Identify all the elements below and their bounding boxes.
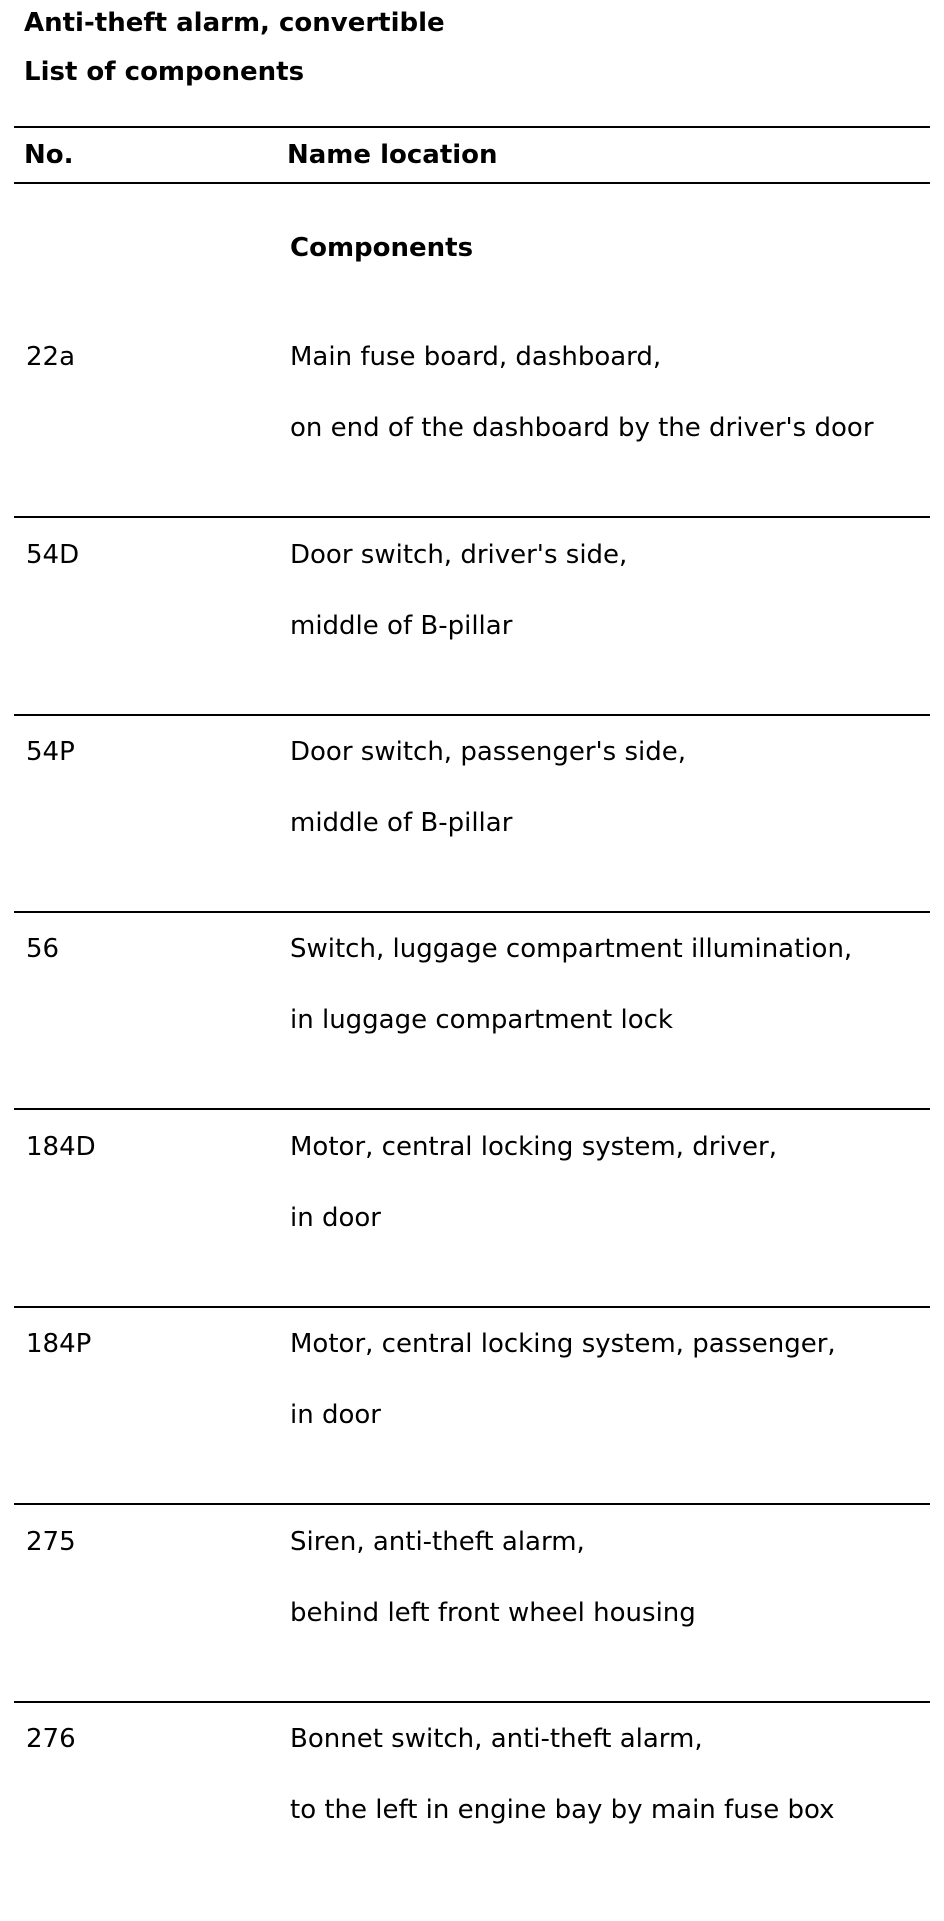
component-location: middle of B-pillar <box>290 611 513 641</box>
column-header-name-location: Name location <box>287 140 498 170</box>
table-row <box>0 1724 944 1921</box>
table-header-rule <box>14 182 930 184</box>
component-location: in door <box>290 1203 381 1233</box>
document-title: Anti-theft alarm, convertible <box>24 8 445 38</box>
row-divider <box>14 1306 930 1308</box>
component-name: Motor, central locking system, driver, <box>290 1132 777 1162</box>
column-header-no: No. <box>24 140 74 170</box>
component-location: behind left front wheel housing <box>290 1598 696 1628</box>
component-number: 54P <box>26 737 75 767</box>
component-number: 22a <box>26 342 76 372</box>
table-row <box>0 1329 944 1526</box>
component-location: in luggage compartment lock <box>290 1005 673 1035</box>
component-number: 275 <box>26 1527 76 1557</box>
component-name: Bonnet switch, anti-theft alarm, <box>290 1724 703 1754</box>
component-location: on end of the dashboard by the driver's door <box>290 413 874 443</box>
component-number: 184P <box>26 1329 92 1359</box>
component-name: Siren, anti-theft alarm, <box>290 1527 585 1557</box>
row-divider <box>14 516 930 518</box>
row-divider <box>14 1701 930 1703</box>
table-row <box>0 737 944 934</box>
component-name: Motor, central locking system, passenger, <box>290 1329 836 1359</box>
row-divider <box>14 714 930 716</box>
component-location: in door <box>290 1400 381 1430</box>
section-label: Components <box>290 233 474 263</box>
component-number: 184D <box>26 1132 96 1162</box>
row-divider <box>14 1503 930 1505</box>
component-name: Switch, luggage compartment illumination, <box>290 934 853 964</box>
component-number: 56 <box>26 934 60 964</box>
component-number: 276 <box>26 1724 76 1754</box>
component-name: Door switch, passenger's side, <box>290 737 687 767</box>
table-row <box>0 1527 944 1724</box>
component-number: 54D <box>26 540 80 570</box>
table-top-rule <box>14 126 930 128</box>
table-row <box>0 540 944 737</box>
row-divider <box>14 911 930 913</box>
table-row <box>0 1132 944 1329</box>
component-location: to the left in engine bay by main fuse box <box>290 1795 835 1825</box>
table-row <box>0 342 944 539</box>
component-name: Door switch, driver's side, <box>290 540 628 570</box>
table-row <box>0 934 944 1131</box>
component-location: middle of B-pillar <box>290 808 513 838</box>
component-name: Main fuse board, dashboard, <box>290 342 662 372</box>
document-subtitle: List of components <box>24 57 305 87</box>
row-divider <box>14 1108 930 1110</box>
